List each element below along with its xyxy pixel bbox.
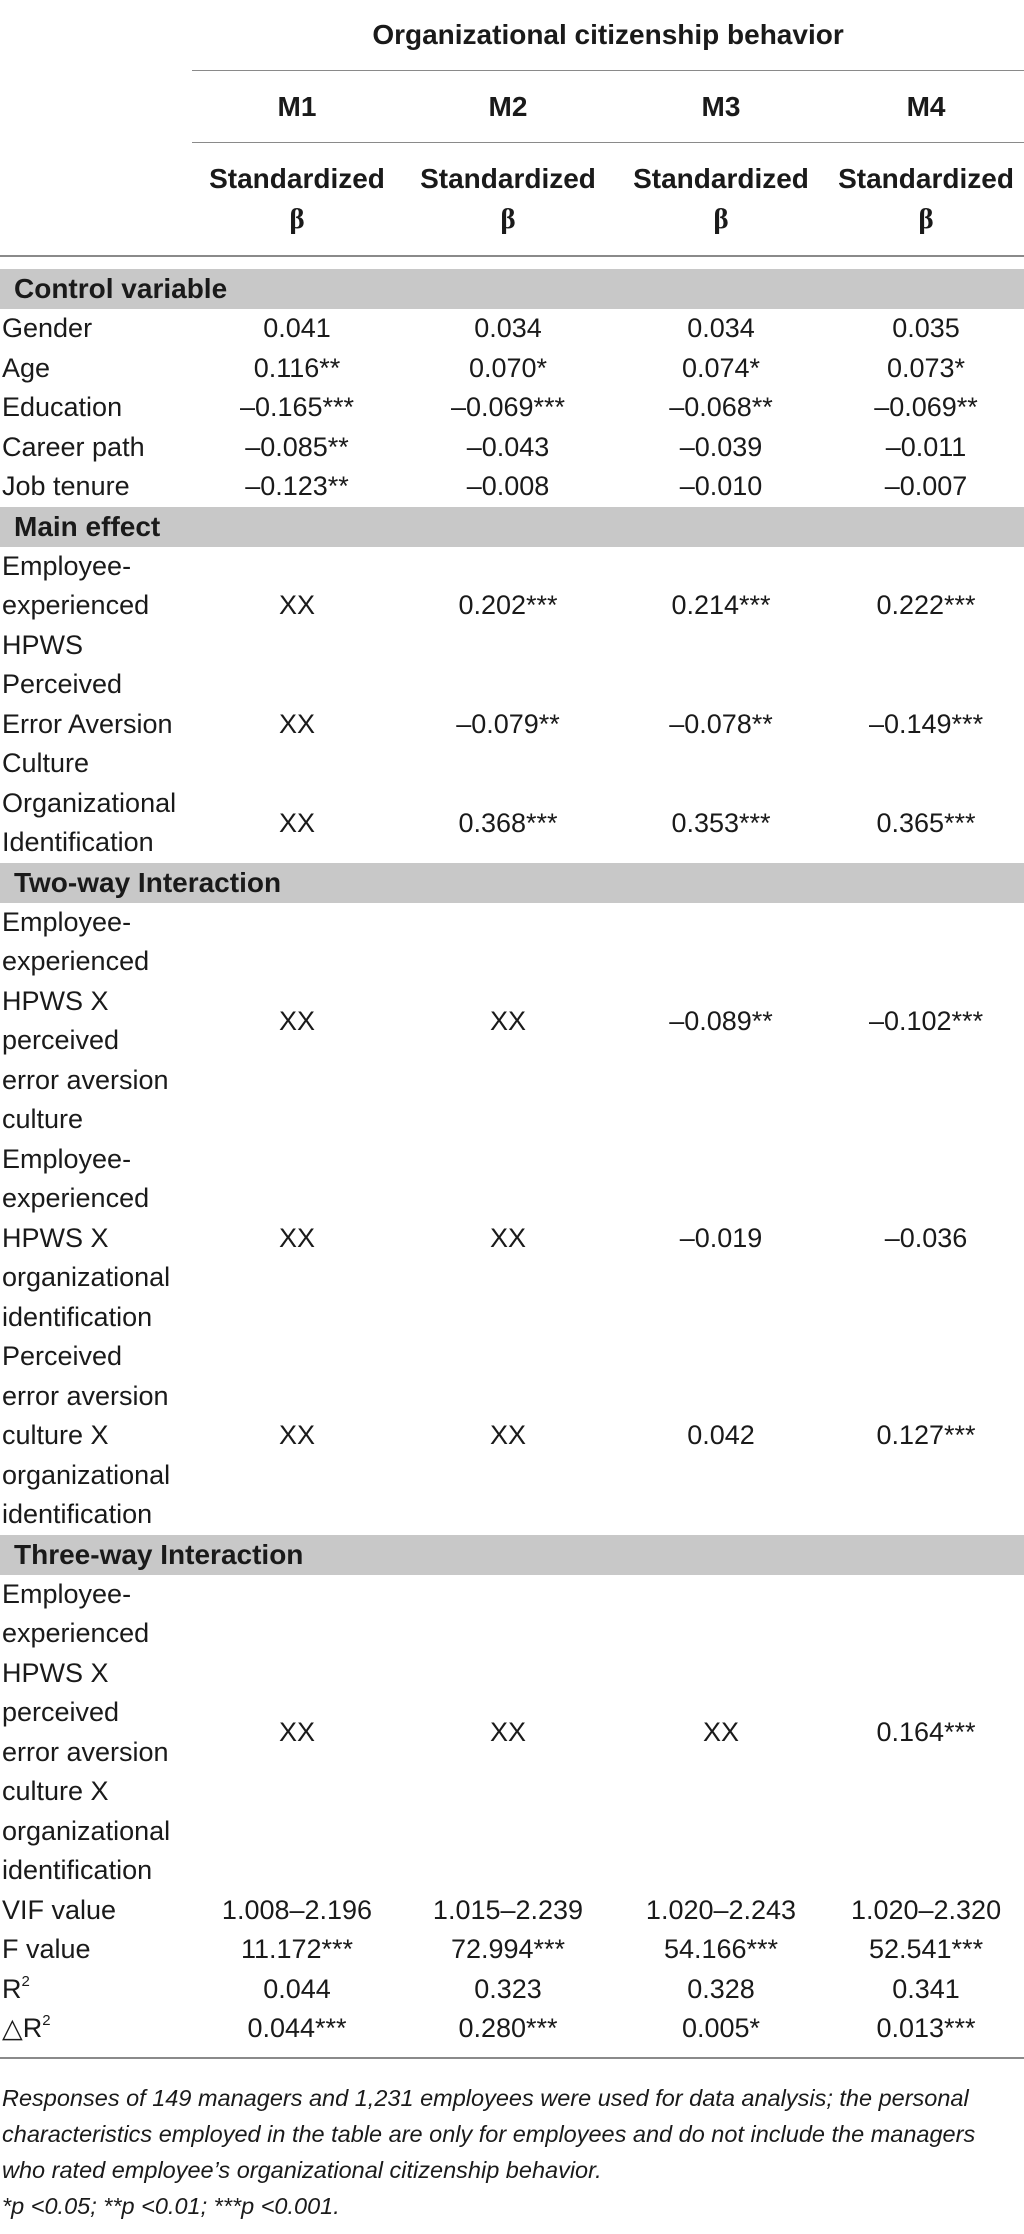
cell-m3: 0.005* xyxy=(614,2009,828,2058)
cell-m3: 0.074* xyxy=(681,352,761,383)
stat-header-m1 xyxy=(192,143,402,257)
label-line: HPWS X xyxy=(2,985,109,1016)
cell-m3: 0.034 xyxy=(687,313,755,344)
label-line: error aversion xyxy=(2,1380,169,1411)
stat-header-m4 xyxy=(828,143,1024,257)
table-title: Organizational citizenship behavior xyxy=(192,0,1024,71)
cell-m1: 0.116** xyxy=(253,352,341,383)
cell-m3: –0.068** xyxy=(669,392,773,423)
beta-symbol: β xyxy=(713,203,729,235)
stat-label: Standardized xyxy=(838,163,1014,194)
cell-m1: –0.165*** xyxy=(239,392,355,423)
cell-m4: –0.007 xyxy=(884,471,968,502)
cell-m1: XX xyxy=(278,807,316,838)
label-line: error aversion xyxy=(2,1736,169,1767)
cell-m4: –0.011 xyxy=(885,431,967,462)
model-header-m1: M1 xyxy=(192,71,402,143)
cell-m4: 1.020–2.320 xyxy=(850,1894,1002,1925)
table-row xyxy=(0,1140,1024,1338)
table-row xyxy=(0,428,1024,468)
label-line: identification xyxy=(2,1855,153,1885)
section-header: Main effect xyxy=(0,507,1024,547)
model-header-m3: M3 xyxy=(614,71,828,143)
cell-m3: XX xyxy=(702,1717,740,1747)
model-header-m4: M4 xyxy=(828,71,1024,143)
beta-symbol: β xyxy=(289,203,305,235)
row-label: F value xyxy=(2,1934,91,1964)
cell-m2: –0.008 xyxy=(466,471,550,502)
row-label xyxy=(0,903,192,1140)
cell-m4: 0.013*** xyxy=(828,2009,1024,2058)
header-stub xyxy=(0,0,192,71)
label-line: experienced xyxy=(2,590,150,620)
section-header: Two-way Interaction xyxy=(0,863,1024,903)
cell-m2: XX xyxy=(489,1005,527,1036)
cell-m4: 52.541*** xyxy=(868,1934,984,1965)
cell-m4: 0.222*** xyxy=(876,590,976,621)
cell-m4: 0.073* xyxy=(886,352,966,383)
cell-m1: XX xyxy=(278,1005,316,1036)
cell-m2: 72.994*** xyxy=(450,1934,566,1965)
cell-m2: 0.202*** xyxy=(458,590,558,621)
cell-m3: 54.166*** xyxy=(663,1934,779,1965)
row-label: Career path xyxy=(2,431,145,462)
cell-m1: XX xyxy=(278,708,316,739)
label-line: organizational xyxy=(2,1262,171,1292)
label-line: identification xyxy=(2,1499,153,1529)
cell-m2: XX xyxy=(489,1717,527,1747)
stat-header-m3 xyxy=(614,143,828,257)
cell-m4: 0.035 xyxy=(892,313,960,344)
model-header-m2: M2 xyxy=(402,71,614,143)
cell-m2: XX xyxy=(489,1222,527,1253)
label-line: culture xyxy=(2,1104,84,1134)
row-label: Age xyxy=(2,352,51,383)
label-text: R xyxy=(2,1973,22,2004)
label-line: Employee- xyxy=(2,1578,132,1609)
row-label-r2 xyxy=(0,1970,192,2010)
cell-m2: 0.368*** xyxy=(458,807,558,838)
row-label: Education xyxy=(2,392,123,422)
superscript: 2 xyxy=(42,2012,51,2029)
cell-m4: 0.341 xyxy=(892,1973,960,2004)
label-line: culture X xyxy=(2,1776,109,1806)
note-text: Responses of 149 managers and 1,231 employees were used for data analysis; the personal characteristics employed in the table are only for employees and do not include the managers who rated employee’s organizational citizenship behavior. xyxy=(2,2085,976,2183)
table-row xyxy=(0,665,1024,784)
label-line: Error Aversion xyxy=(2,708,173,739)
cell-m2: –0.069*** xyxy=(450,392,566,423)
cell-m3: 0.328 xyxy=(687,1973,755,2004)
cell-m1: XX xyxy=(278,1717,316,1747)
table-row xyxy=(0,349,1024,389)
table-row xyxy=(0,388,1024,428)
row-label xyxy=(0,1140,192,1338)
table-body xyxy=(0,269,1024,2058)
label-line: HPWS X xyxy=(2,1657,109,1688)
cell-m1: 11.172*** xyxy=(240,1934,354,1965)
cell-m1: 0.041 xyxy=(263,313,331,344)
cell-m3: 1.020–2.243 xyxy=(645,1894,797,1925)
label-line: Perceived xyxy=(2,669,123,699)
cell-m2: –0.043 xyxy=(466,431,550,462)
cell-m1: 0.044*** xyxy=(192,2009,402,2058)
label-line: organizational xyxy=(2,1815,171,1846)
cell-m1: XX xyxy=(278,1420,316,1451)
cell-m4: 0.164*** xyxy=(876,1717,976,1747)
table-row xyxy=(0,1575,1024,1891)
stat-label: Standardized xyxy=(209,163,385,194)
superscript: 2 xyxy=(21,1972,30,1990)
stat-label: Standardized xyxy=(633,163,809,194)
cell-m3: –0.078** xyxy=(669,708,773,739)
row-label: Gender xyxy=(2,313,93,343)
cell-m3: 0.353*** xyxy=(671,807,771,838)
table-row xyxy=(0,1930,1024,1970)
table-row xyxy=(0,903,1024,1140)
spacer xyxy=(0,256,1024,269)
cell-m1: 1.008–2.196 xyxy=(221,1894,373,1925)
table-row xyxy=(0,1970,1024,2010)
table-row xyxy=(0,467,1024,507)
label-line: Identification xyxy=(2,827,154,857)
cell-m4: –0.149*** xyxy=(868,708,984,739)
table-row xyxy=(0,1337,1024,1535)
beta-symbol: β xyxy=(500,203,516,235)
header-stub xyxy=(0,71,192,143)
cell-m4: –0.102*** xyxy=(868,1005,984,1036)
cell-m4: 0.127*** xyxy=(876,1420,976,1451)
cell-m1: 0.044 xyxy=(263,1973,331,2004)
label-line: perceived xyxy=(2,1697,120,1727)
cell-m4: –0.036 xyxy=(884,1222,968,1253)
table-row xyxy=(0,309,1024,349)
table-row xyxy=(0,2009,1024,2058)
label-line: culture X xyxy=(2,1420,109,1450)
label-line: error aversion xyxy=(2,1064,169,1095)
label-line: perceived xyxy=(2,1025,120,1055)
cell-m2: XX xyxy=(489,1420,527,1451)
label-line: Perceived xyxy=(2,1341,123,1371)
row-label-delta-r2 xyxy=(0,2009,192,2058)
row-label: Job tenure xyxy=(2,471,130,501)
cell-m3: –0.039 xyxy=(679,431,763,462)
label-line: experienced xyxy=(2,1183,150,1213)
label-line: experienced xyxy=(2,946,150,976)
row-label xyxy=(0,1337,192,1535)
cell-m2: 0.034 xyxy=(474,313,542,344)
row-label xyxy=(0,665,192,784)
cell-m2: 0.280*** xyxy=(402,2009,614,2058)
cell-m1: XX xyxy=(278,1222,316,1253)
label-line: HPWS X xyxy=(2,1222,109,1253)
label-line: Employee- xyxy=(2,550,132,581)
table-notes xyxy=(2,2080,1012,2224)
label-line: HPWS xyxy=(2,629,83,660)
cell-m3: –0.010 xyxy=(679,471,763,502)
significance-note: *p <0.05; **p <0.01; ***p <0.001. xyxy=(2,2193,340,2219)
cell-m3: 0.042 xyxy=(687,1420,755,1451)
cell-m2: –0.079** xyxy=(456,708,560,739)
row-label: VIF value xyxy=(2,1894,117,1925)
cell-m3: –0.019 xyxy=(679,1222,763,1253)
table-row xyxy=(0,784,1024,863)
section-header: Control variable xyxy=(0,269,1024,309)
table-row xyxy=(0,547,1024,666)
row-label xyxy=(0,1575,192,1891)
label-line: organizational xyxy=(2,1459,171,1490)
stat-header-m2 xyxy=(402,143,614,257)
cell-m4: –0.069** xyxy=(874,392,978,423)
beta-symbol: β xyxy=(918,203,934,235)
cell-m1: XX xyxy=(278,590,316,621)
cell-m4: 0.365*** xyxy=(876,807,976,838)
cell-m3: 0.214*** xyxy=(671,590,771,621)
cell-m2: 1.015–2.239 xyxy=(432,1894,584,1925)
cell-m2: 0.070* xyxy=(468,352,548,383)
stat-label: Standardized xyxy=(420,163,596,194)
label-line: experienced xyxy=(2,1618,150,1648)
cell-m3: –0.089** xyxy=(669,1005,773,1036)
label-line: Employee- xyxy=(2,906,132,937)
section-header: Three-way Interaction xyxy=(0,1535,1024,1575)
cell-m2: 0.323 xyxy=(474,1973,542,2004)
label-line: identification xyxy=(2,1301,153,1332)
row-label xyxy=(0,547,192,666)
cell-m1: –0.085** xyxy=(245,431,349,462)
table-row xyxy=(0,1891,1024,1931)
label-text: △R xyxy=(2,2013,43,2043)
label-line: Organizational xyxy=(2,787,177,818)
cell-m1: –0.123** xyxy=(245,471,349,502)
header-stub xyxy=(0,143,192,257)
label-line: Culture xyxy=(2,748,90,778)
row-label xyxy=(0,784,192,863)
label-line: Employee- xyxy=(2,1143,132,1174)
